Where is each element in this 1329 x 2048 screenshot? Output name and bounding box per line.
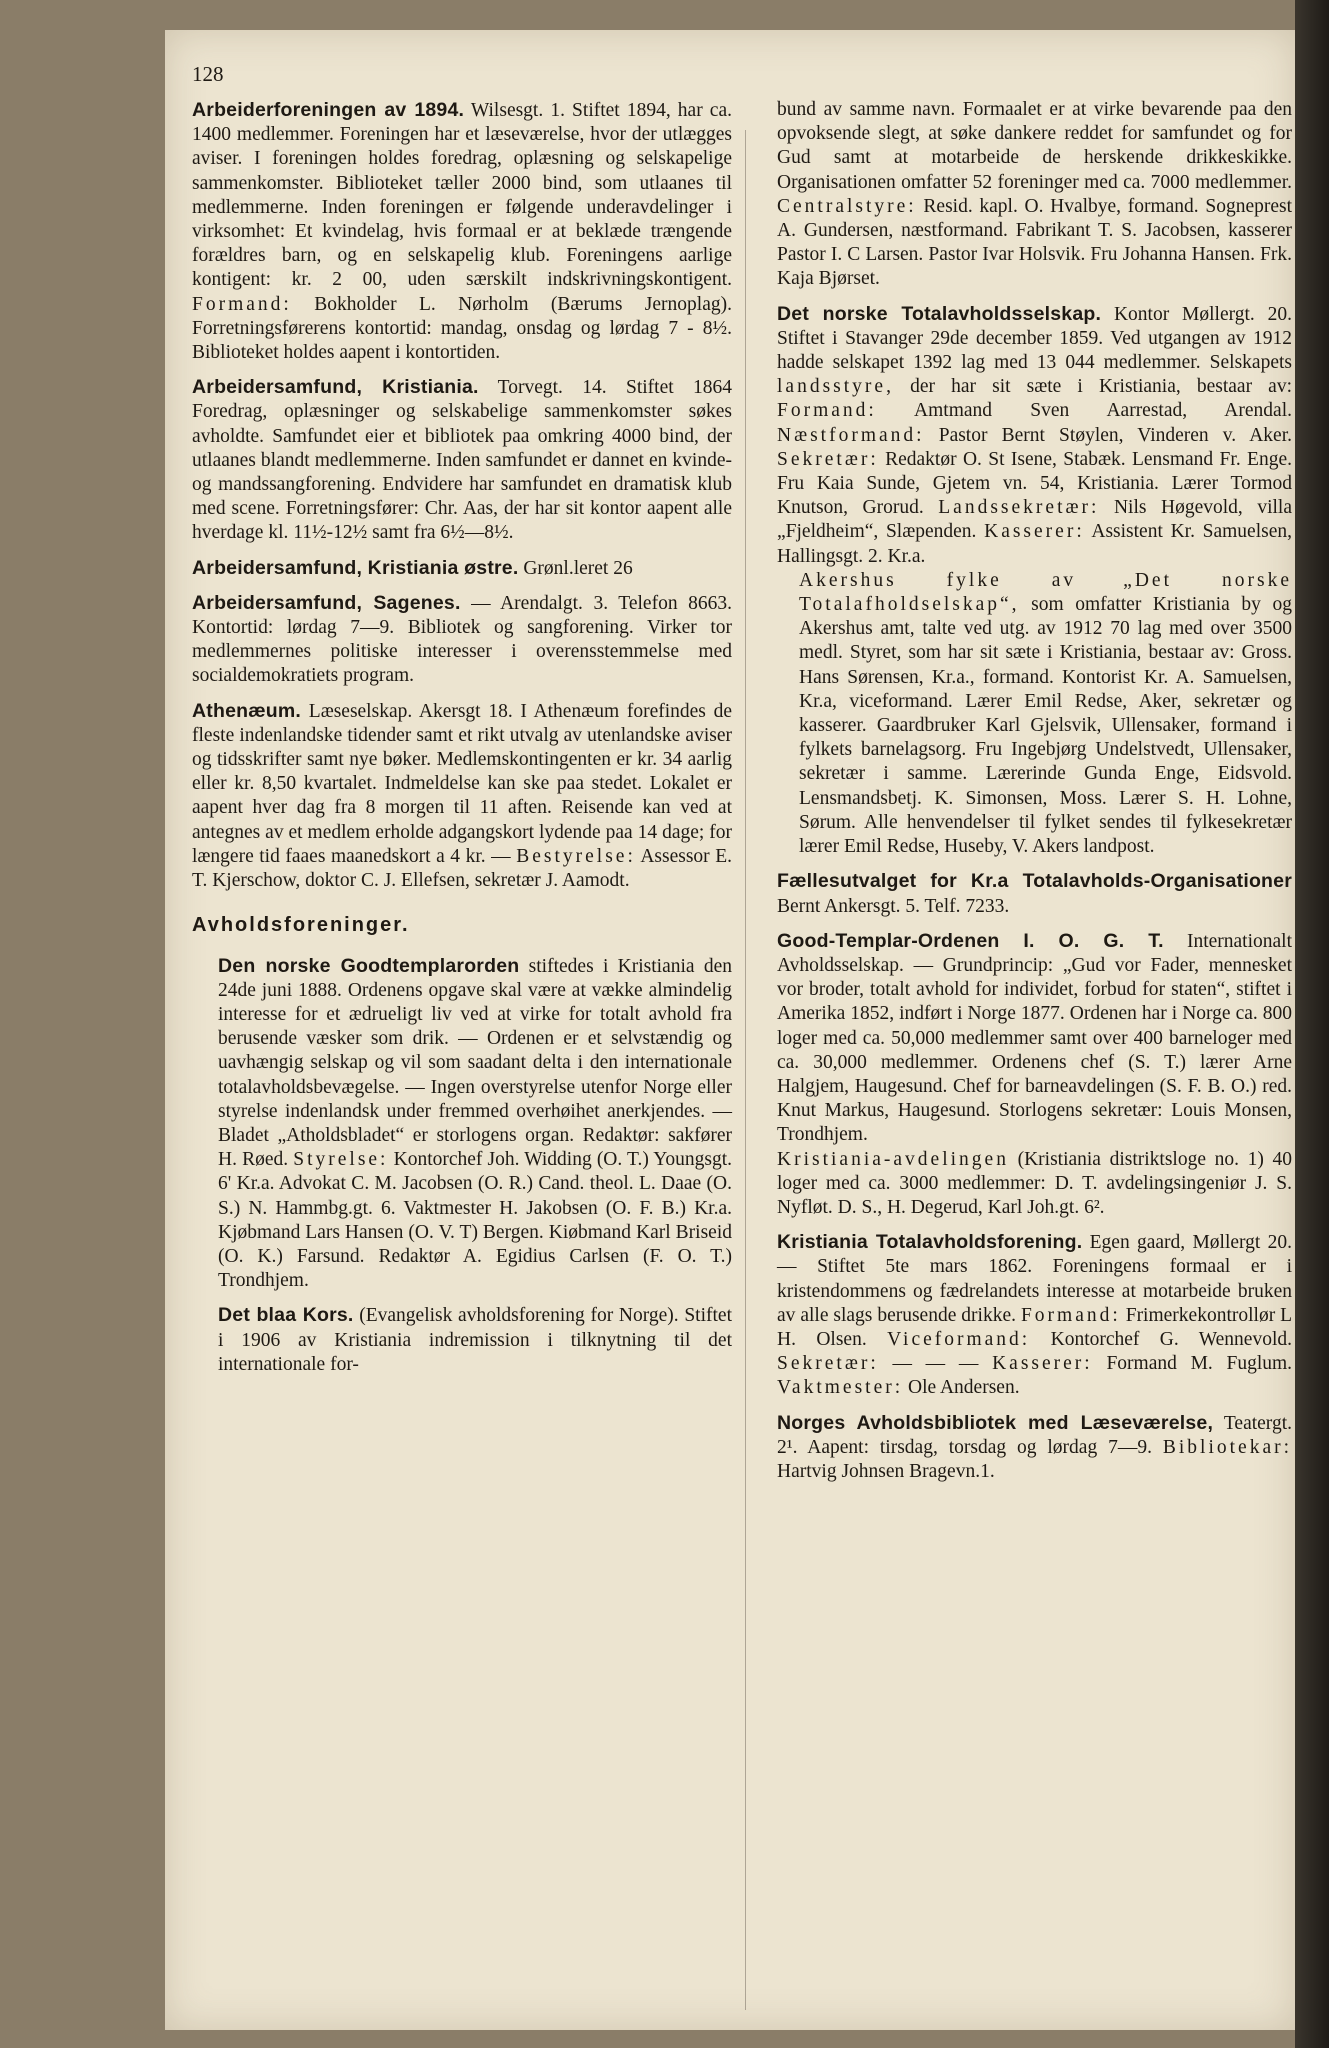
book-edge [1295,0,1329,2048]
entry-arbeidersamfund-ostre: Arbeidersamfund, Kristiania østre. Grønl.leret 26 [192,556,633,579]
entry-heading: Det blaa Kors. [218,1304,354,1327]
entry-athenaeum: Athenæum. Læseselskap. Akersgt 18. I Athenæum forefindes de fleste indenlandske tidender samt et rikt utvalg av utenlandske aviser og tidsskrifter samt nye bøker. Medlemskontingenten er kr. 34 aarlig eller kr. 8,50 kvartalet. Indmeldelse kan ske paa stedet. Lokalet er aapent hver dag fra 8 morgen til 11 aften. Reisende kan ved at antegnes av et medlem erholde adgangskort lydende paa 14 dage; for længere tid faaes maanedskort a 4 kr. — Bestyrelse: Assessor E. T. Kjerschow, doktor C. J. Ellefsen, sekretær J. Aamodt. [192,699,732,892]
entry-heading: Fællesutvalget for Kr.a Totalavholds-Organisationer [777,870,1292,893]
entry-heading: Athenæum. [192,699,302,722]
entry-akershus-fylke: Akershus fylke av „Det norske Totalafholdselskap“, som omfatter Kristiania by og Akershus amt, talte ved utg. av 1912 70 lag med over 3500 medl. Styret, som har sit sæte i Kristiania, bestaar av: Gross. Hans Sørensen, Kr.a., formand. Kontorist Kr. A. Samuelsen, Kr.a, viceformand. Lærer Emil Redse, Aker, sekretær og kasserer. Gaardbruker Karl Gjelsvik, Ullensaker, formand i fylkets barnelagsorg. Fru Ingebjørg Undelstvedt, Ullensaker, sekretær i samme. Lærerinde Gunda Enge, Eidsvold. Lensmandsbetj. K. Simonsen, Moss. Lærer S. H. Lohne, Sørum. Alle henvendelser til fylket sendes til fylkesekretær lærer Emil Redse, Huseby, V. Akers landpost. [799,569,1293,858]
entry-kristiania-totalavholdsforening: Kristiania Totalavholdsforening. Egen gaard, Møllergt 20. — Stiftet 5te mars 1862. Foreningens formaal er i kristendommens og fædrelandets interesse at motarbeide bruken av alle slags berusende drikke. Formand: Frimerkekontrollør L H. Olsen. Viceformand: Kontorchef G. Wennevold. Sekretær: — — — Kasserer: Formand M. Fuglum. Vaktmester: Ole Andersen. [777,1231,1293,1399]
entry-faellesutvalget: Fællesutvalget for Kr.a Totalavholds-Organisationer Bernt Ankersgt. 5. Telf. 7233. [777,870,1292,917]
entry-heading: Arbeiderforeningen av 1894. [192,99,465,121]
entry-arbeidersamfund-sagenes: Arbeidersamfund, Sagenes. — Arendalgt. 3. Telefon 8663. Kontortid: lørdag 7—9. Bibliotek og sangforening. Virker tor medlemmernes politiske interesser i overensstemmelse med socialdemokratiets program. [192,591,732,687]
entry-kristiania-avdelingen: Kristiania-avdelingen (Kristiania distriktsloge no. 1) 40 loger med ca. 3000 medlemmer: D. T. avdelingsingeniør J. S. Nyfløt. D. S., H. Degerud, Karl Joh.gt. 6². [777,1148,1292,1218]
entry-det-blaa-kors: Det blaa Kors. (Evangelisk avholdsforening for Norge). Stiftet i 1906 av Kristiania indremission i tilknytning til det internationale for- [218,1304,732,1375]
right-column [777,98,1292,1494]
left-column [192,98,732,1387]
entry-totalavholdsselskap: Det norske Totalavholdsselskap. Kontor Møllergt. 20. Stiftet i Stavanger 29de december 1859. Ved utgangen av 1912 hadde selskapet 1392 lag med 13 044 medlemmer. Selskapets landsstyre, der har sit sæte i Kristiania, bestaar av: Formand: Amtmand Sven Aarrestad, Arendal. Næstformand: Pastor Bernt Støylen, Vinderen v. Aker. Sekretær: Redaktør O. St Isene, Stabæk. Lensmand Fr. Enge. Fru Kaia Sunde, Gjetem vn. 54, Kristiania. Lærer Tormod Knutson, Grorud. Landssekretær: Nils Høgevold, villa „Fjeldheim“, Slæpenden. Kasserer: Assistent Kr. Samuelsen, Hallingsgt. 2. Kr.a. [777,302,1293,567]
entry-avholdsbibliotek: Norges Avholdsbibliotek med Læseværelse, Teatergt. 2¹. Aapent: tirsdag, torsdag og lørdag 7—9. Bibliotekar: Hartvig Johnsen Bragevn.1. [777,1411,1293,1482]
entry-det-blaa-kors-cont: bund av samme navn. Formaalet er at virke bevarende paa den opvoksende slegt, at søke dankere reddet for samfundet og for Gud samt at motarbeide de herskende drikkeskikke. Organisationen omfatter 52 foreninger med ca. 7000 medlemmer. Centralstyre: Resid. kapl. O. Hvalbye, formand. Sogneprest A. Gundersen, næstformand. Fabrikant T. S. Jacobsen, kasserer Pastor I. C Larsen. Pastor Ivar Holsvik. Fru Johanna Hansen. Frk. Kaja Bjørset. [777,99,1293,290]
entry-arbeidersamfund-kristiania: Arbeidersamfund, Kristiania. Torvegt. 14. Stiftet 1864 Foredrag, oplæsninger og selskabelige sammenkomster søkes avholdte. Samfundet eier et bibliotek paa omkring 4000 bind, der utlaanes blandt medlemmerne. Inden samfundet er dannet en kvinde- og mandssangforening. Endvidere har samfundet en dramatisk klub med scene. Forretningsfører: Chr. Aas, der har sit kontor aapent alle hverdage kl. 11½-12½ samt fra 6½—8½. [192,376,733,544]
entry-heading: Arbeidersamfund, Kristiania. [192,376,479,399]
entry-heading: Arbeidersamfund, Kristiania østre. [192,556,519,579]
column-divider [745,130,746,2010]
section-heading: Avholdsforeninger. [192,914,410,937]
entry-heading: Kristiania Totalavholdsforening. [777,1231,1083,1254]
entry-goodtemplarorden: Den norske Goodtemplarorden stiftedes i Kristiania den 24de juni 1888. Ordenens opgave skal være at vække almindelig interesse for et ædrueligt liv ved at virke for totalt avhold fra berusende væsker som drik. — Ordenen er et selvstændig og uavhængig selskap og vil som saadant delta i den internationale totalavholdsbevægelse. — Ingen overstyrelse utenfor Norge eller styrelse indenlandsk under fremmed overhøihet anerkjendes. — Bladet „Atholdsbladet“ er storlogens organ. Redaktør: sakfører H. Røed. Styrelse: Kontorchef Joh. Widding (O. T.) Youngsgt. 6' Kr.a. Advokat C. M. Jacobsen (O. R.) Cand. theol. L. Daae (O. S.) N. Hammbg.gt. 6. Vaktmester H. Jakobsen (O. F. B.) Kr.a. Kjøbmand Lars Hansen (O. V. T) Bergen. Kiøbmand Karl Briseid (O. K.) Farsund. Redaktør A. Egidius Carlsen (F. O. T.) Trondhjem. [218,954,733,1292]
entry-heading: Good-Templar-Ordenen I. O. G. T. [777,929,1164,952]
entry-heading: Den norske Goodtemplarorden [218,954,520,977]
page-number: 128 [192,62,224,86]
book-page [165,30,1295,2030]
entry-heading: Det norske Totalavholdsselskap. [777,302,1102,325]
entry-arbeiderforeningen: Arbeiderforeningen av 1894. Wilsesgt. 1. Stiftet 1894, har ca. 1400 medlemmer. Foreningen har et læseværelse, hvor der utlægges aviser. I foreningen holdes foredrag, oplæsning og selskapelige sammenkomster. Biblioteket tæller 2000 bind, som utlaanes til medlemmerne. Inden foreningen er følgende underavdelinger i virksomhet: Et kvindelag, hvis formaal er at beklæde trængende forældres barn, og en selskapelig klub. Foreningens aarlige kontigent: kr. 2 00, uden særskilt indskrivningskontigent. Formand: Bokholder L. Nørholm (Bærums Jernoplag). Forretningsførerens kontortid: mandag, onsdag og lørdag 7 - 8½. Biblioteket holdes aapent i kontortiden. [192,99,732,364]
entry-heading: Norges Avholdsbibliotek med Læseværelse, [777,1411,1214,1434]
entry-good-templar-ordenen: Good-Templar-Ordenen I. O. G. T. Internationalt Avholdsselskap. — Grundprincip: „Gud vor Fader, mennesket vor broder, totalt avhold for individet, forbud for staten“, stiftet i Amerika 1852, indført i Norge 1877. Ordenen har i Norge ca. 800 loger med ca. 50,000 medlemmer samt over 400 barneloger med ca. 30,000 medlemmer. Ordenens chef (S. T.) lærer Arne Halgjem, Haugesund. Chef for barneavdelingen (S. F. B. O.) red. Knut Markus, Haugesund. Storlogens sekretær: Louis Monsen, Trondhjem. [777,929,1293,1146]
entry-heading: Arbeidersamfund, Sagenes. [192,591,461,614]
